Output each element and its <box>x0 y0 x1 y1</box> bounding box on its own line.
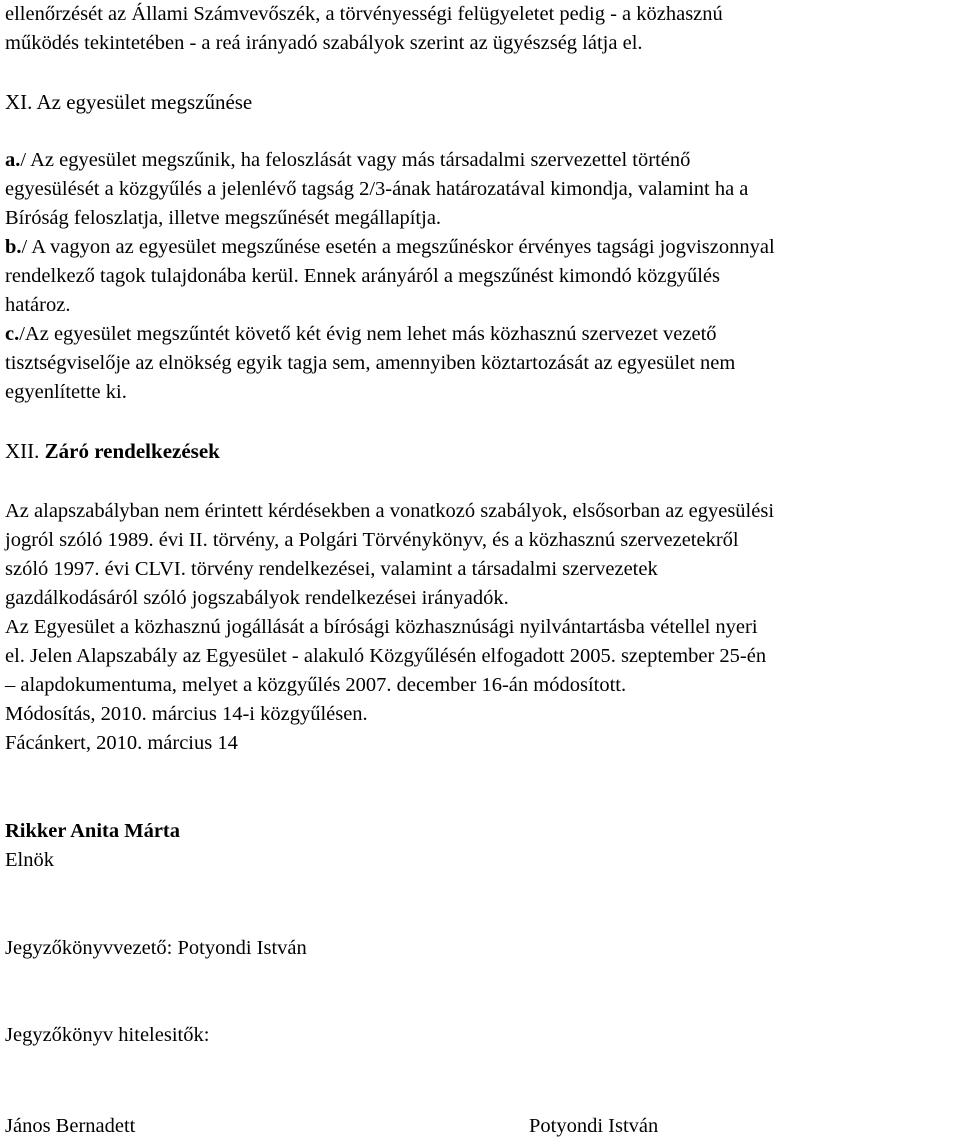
authenticator-1: János Bernadett <box>5 1115 136 1137</box>
section-xii-line-3: szóló 1997. évi CLVI. törvény rendelkezései, valamint a társadalmi szervezetek <box>5 558 658 580</box>
section-xii-line-9: Fácánkert, 2010. március 14 <box>5 732 238 754</box>
section-xii-line-6: el. Jelen Alapszabály az Egyesület - alakuló Közgyűlésén elfogadott 2005. szeptember 25-én <box>5 645 767 667</box>
clause-c-line-2: tisztségviselője az elnökség egyik tagja sem, amennyiben köztartozását az egyesület nem <box>5 352 736 374</box>
authenticators-label: Jegyzőkönyv hitelesitők: <box>5 1024 210 1046</box>
section-xii-line-2: jogról szóló 1989. évi II. törvény, a Polgári Törvénykönyv, és a közhasznú szervezetekről <box>5 529 739 551</box>
section-xii-line-5: Az Egyesület a közhasznú jogállását a bírósági közhasznúsági nyilvántartásba vétellel nyeri <box>5 616 758 638</box>
clause-a-line-1 <box>5 146 690 175</box>
section-xii-number: XII. <box>5 439 40 463</box>
clause-b-line-2: rendelkező tagok tulajdonába kerül. Ennek arányáról a megszűnést kimondó közgyűlés <box>5 265 720 287</box>
clause-a-line-2: egyesülését a közgyűlés a jelenlévő tagság 2/3-ának határozatával kimondja, valamint ha a <box>5 178 749 200</box>
clause-a-line-3: Bíróság feloszlatja, illetve megszűnését megállapítja. <box>5 207 442 229</box>
section-xii-line-1: Az alapszabályban nem érintett kérdésekben a vonatkozó szabályok, elsősorban az egyesülési <box>5 500 775 522</box>
clause-b-line-1 <box>5 233 775 262</box>
authenticator-2: Potyondi István <box>529 1115 659 1137</box>
intro-line-1: ellenőrzését az Állami Számvevőszék, a törvényességi felügyeletet pedig - a közhasznú <box>5 3 723 25</box>
president-name: Rikker Anita Márta <box>5 820 181 842</box>
clause-a-text-1: / Az egyesület megszűnik, ha feloszlását vagy más társadalmi szervezettel történő <box>20 149 691 171</box>
section-xii-line-7: – alapdokumentuma, melyet a közgyűlés 2007. december 16-án módosított. <box>5 674 627 696</box>
clause-c-marker: c. <box>5 323 20 345</box>
section-xii-heading <box>5 437 220 466</box>
clause-a-marker: a. <box>5 149 21 171</box>
section-xi-heading: XI. Az egyesület megszűnése <box>5 90 253 114</box>
clause-c-text-1: /Az egyesület megszűntét követő két évig nem lehet más közhasznú szervezet vezető <box>19 323 717 345</box>
president-title: Elnök <box>5 849 54 871</box>
section-xii-line-8: Módosítás, 2010. március 14-i közgyűlésen. <box>5 703 368 725</box>
clause-b-marker: b. <box>5 236 22 258</box>
clause-b-line-3: határoz. <box>5 294 71 316</box>
section-xii-line-4: gazdálkodásáról szóló jogszabályok rendelkezései irányadók. <box>5 587 509 609</box>
section-xii-title: Záró rendelkezések <box>44 439 220 463</box>
clause-c-line-1 <box>5 320 717 349</box>
recorder-line: Jegyzőkönyvvezető: Potyondi István <box>5 937 307 959</box>
clause-b-text-1: / A vagyon az egyesület megszűnése esetén a megszűnéskor érvényes tagsági jogviszonnyal <box>21 236 775 258</box>
clause-c-line-3: egyenlítette ki. <box>5 381 127 403</box>
intro-line-2: működés tekintetében - a reá irányadó szabályok szerint az ügyészség látja el. <box>5 32 643 54</box>
